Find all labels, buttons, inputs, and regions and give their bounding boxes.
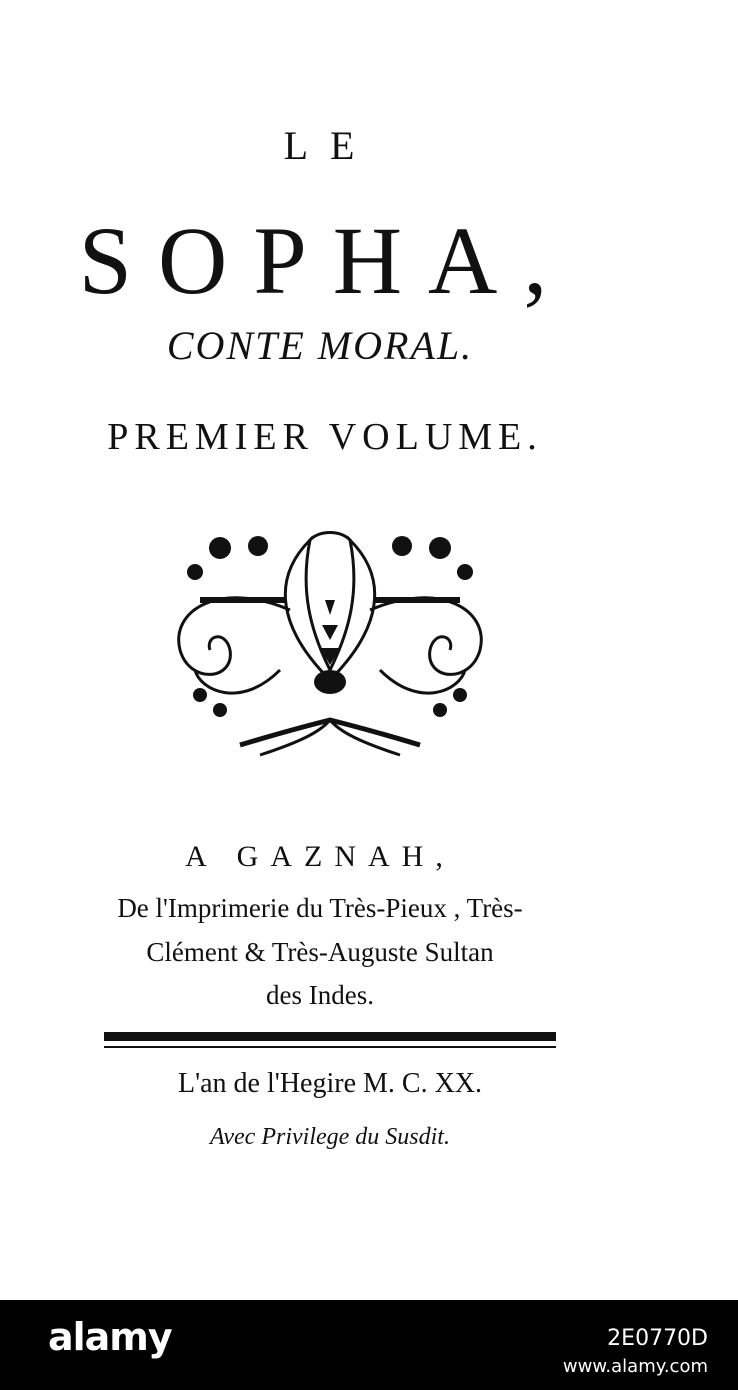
imprint-line: des Indes. (266, 980, 374, 1010)
imprint-line: De l'Imprimerie du Très-Pieux , Très- (117, 893, 523, 923)
title-article: LE (283, 123, 377, 168)
imprint-line: Clément & Très-Auguste Sultan (146, 937, 494, 967)
book-title: SOPHA, (78, 207, 574, 314)
book-subtitle: CONTE MORAL. (166, 323, 474, 368)
floral-vignette-icon (160, 520, 500, 760)
volume-label: PREMIER VOLUME. (107, 416, 543, 458)
divider-thin (104, 1046, 556, 1048)
publisher-city: A GAZNAH, (185, 840, 455, 873)
privilege-note: Avec Privilege du Susdit. (210, 1124, 450, 1150)
divider-thick (104, 1032, 556, 1041)
stock-image-id: 2E0770D (607, 1326, 708, 1351)
publication-year: L'an de l'Hegire M. C. XX. (177, 1068, 483, 1099)
site-url: www.alamy.com (562, 1356, 708, 1377)
alamy-logo: alamy (48, 1315, 172, 1359)
